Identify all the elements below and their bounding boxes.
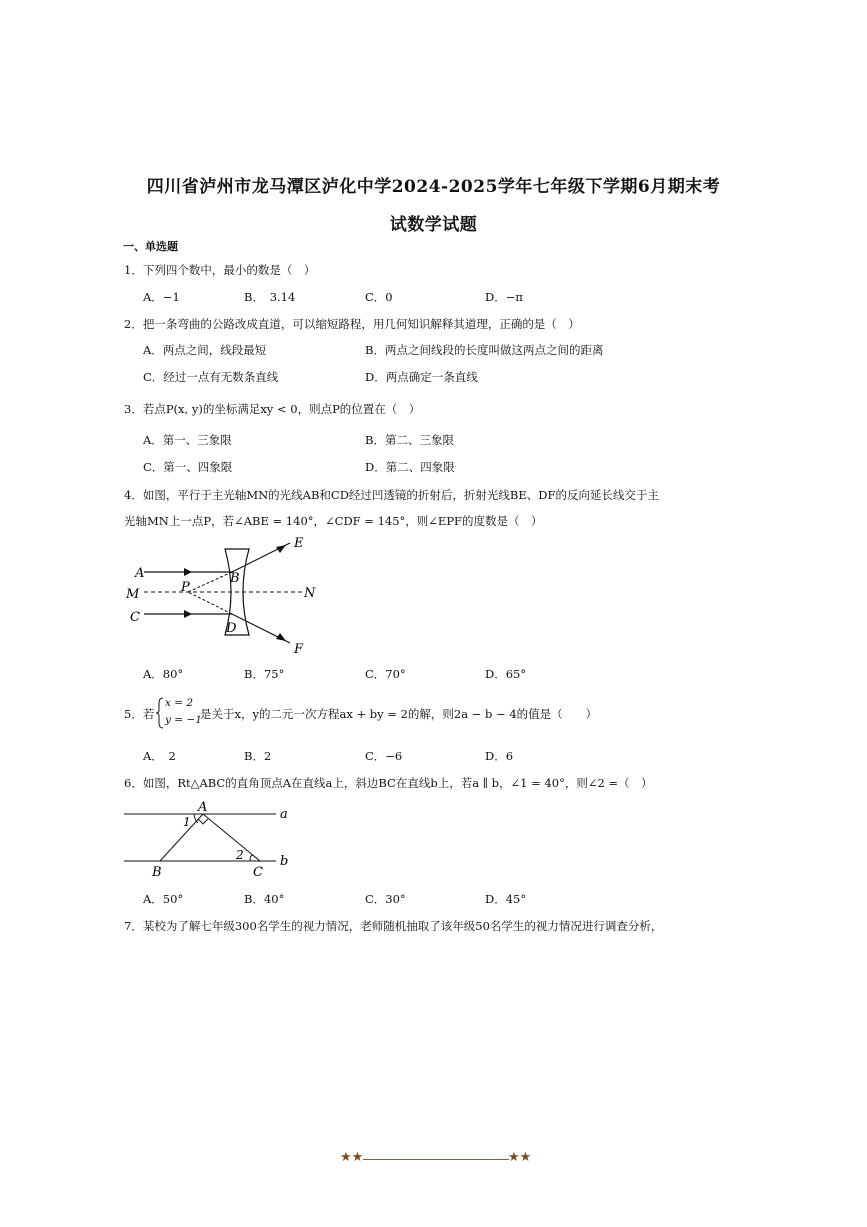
question-3-stem: 3．若点P(x, y)的坐标满足xy < 0，则点P的位置在（ ） bbox=[124, 402, 421, 416]
q6-option-a: A．50° bbox=[143, 892, 184, 906]
fig6-label-a-line: a bbox=[280, 807, 288, 822]
triangle-figure bbox=[122, 796, 300, 880]
q2-option-a: A．两点之间，线段最短 bbox=[143, 343, 267, 357]
fig6-label-2: 2 bbox=[236, 848, 244, 862]
page-footer-ornament bbox=[340, 1150, 532, 1168]
q2-option-b: B．两点之间线段的长度叫做这两点之间的距离 bbox=[365, 343, 604, 357]
q2-option-c: C．经过一点有无数条直线 bbox=[143, 370, 279, 384]
fig4-label-f: F bbox=[294, 642, 304, 656]
question-2-stem: 2．把一条弯曲的公路改成直道，可以缩短路程，用几何知识解释其道理，正确的是（ ） bbox=[124, 317, 580, 331]
q4-option-b: B．75° bbox=[244, 667, 285, 681]
question-4-stem-line2: 光轴MN上一点P，若∠ABE = 140°，∠CDF = 145°，则∠EPF的度数是（ ） bbox=[124, 514, 543, 528]
question-7-stem: 7．某校为了解七年级300名学生的视力情况，老师随机抽取了该年级50名学生的视力情况进行调查分析， bbox=[124, 919, 663, 933]
section-heading: 一、单选题 bbox=[123, 240, 178, 253]
fig4-label-e: E bbox=[294, 536, 304, 551]
footer-right-stars: ★★ bbox=[508, 1150, 532, 1165]
q3-option-d: D．第二、四象限 bbox=[365, 460, 455, 474]
fig4-label-m: M bbox=[126, 587, 140, 602]
fig4-label-d: D bbox=[226, 621, 237, 636]
question-6-stem: 6．如图，Rt△ABC的直角顶点A在直线a上，斜边BC在直线b上，若a ∥ b，∠1 = 40°，则∠2 =（ ） bbox=[124, 776, 653, 790]
q5-option-b: B．2 bbox=[244, 749, 272, 763]
question-5-prefix: 5．若 bbox=[124, 707, 155, 721]
q1-option-d: D．−π bbox=[485, 290, 523, 304]
footer-left-stars: ★★ bbox=[340, 1150, 364, 1165]
q3-option-a: A．第一、三象限 bbox=[143, 433, 232, 447]
question-1-stem: 1．下列四个数中，最小的数是（ ） bbox=[124, 263, 316, 277]
q5-option-d: D．6 bbox=[485, 749, 514, 763]
q5-option-a: A． 2 bbox=[143, 749, 176, 763]
fig4-label-n: N bbox=[304, 586, 316, 601]
q5-option-c: C．−6 bbox=[365, 749, 403, 763]
system-brace bbox=[156, 697, 164, 729]
q2-option-d: D．两点确定一条直线 bbox=[365, 370, 478, 384]
exam-title-line1: 四川省泸州市龙马潭区泸化中学2024-2025学年七年级下学期6月期末考 bbox=[146, 177, 721, 197]
q1-option-c: C．0 bbox=[365, 290, 393, 304]
q4-option-c: C．70° bbox=[365, 667, 406, 681]
question-4-stem-line1: 4．如图，平行于主光轴MN的光线AB和CD经过凹透镜的折射后，折射光线BE、DF的反向延长线交于主 bbox=[124, 488, 659, 502]
lens-figure bbox=[124, 532, 324, 656]
q4-option-a: A．80° bbox=[143, 667, 184, 681]
footer-divider bbox=[363, 1159, 509, 1160]
fig6-label-b: B bbox=[152, 865, 162, 880]
fig6-label-b-line: b bbox=[280, 854, 289, 869]
q1-option-b: B． 3.14 bbox=[244, 290, 296, 304]
fig6-label-1: 1 bbox=[183, 815, 191, 829]
q3-option-c: C．第一、四象限 bbox=[143, 460, 233, 474]
fig6-label-a: A bbox=[198, 800, 208, 815]
question-5-stem: 是关于x，y的二元一次方程ax + by = 2的解，则2a − b − 4的值是（ ） bbox=[200, 707, 598, 721]
q6-option-d: D．45° bbox=[485, 892, 527, 906]
fig4-label-p: P bbox=[181, 580, 190, 595]
fig4-label-b: B bbox=[230, 571, 240, 586]
q1-option-a: A．−1 bbox=[143, 290, 180, 304]
q6-option-c: C．30° bbox=[365, 892, 406, 906]
q6-option-b: B．40° bbox=[244, 892, 285, 906]
fig4-label-c: C bbox=[130, 610, 140, 625]
system-eq-2: y = −1 bbox=[165, 714, 202, 726]
fig4-label-a: A bbox=[135, 566, 145, 581]
q3-option-b: B．第二、三象限 bbox=[365, 433, 454, 447]
q4-option-d: D．65° bbox=[485, 667, 527, 681]
fig6-label-c: C bbox=[253, 865, 263, 880]
system-eq-1: x = 2 bbox=[165, 697, 194, 709]
exam-title-line2: 试数学试题 bbox=[389, 215, 478, 235]
